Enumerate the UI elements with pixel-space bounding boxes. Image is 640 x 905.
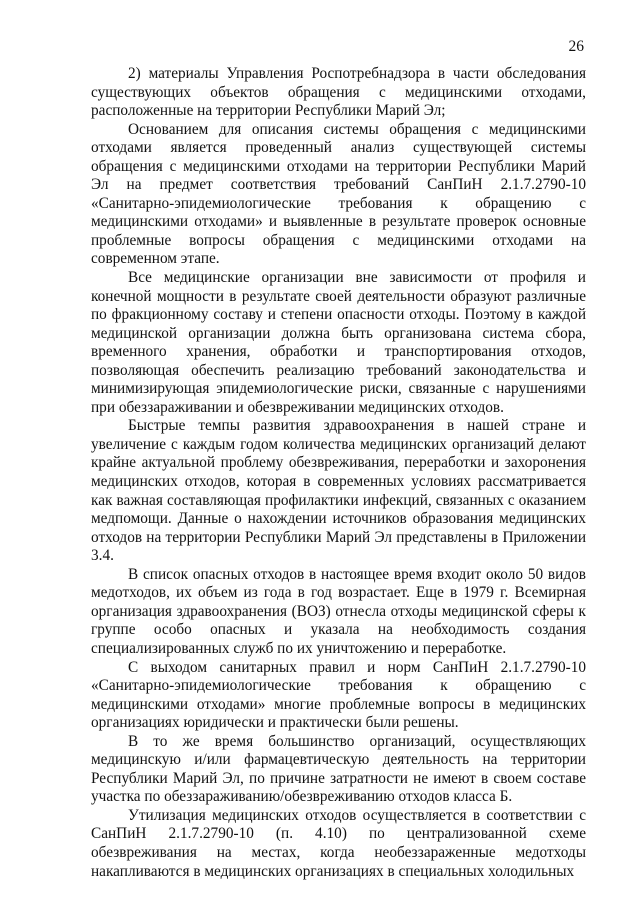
paragraph: Основанием для описания системы обращения с медицинскими отходами является проведенный анализ существующей системы обращения с медицинскими отходами на территории Республики Марий Эл на предмет соответствия требований СанПиН 2.1.7.2790-10 «Санитарно-эпидемиологические требования к обращению с медицинскими отходами» и выявленные в результате проверок основные проблемные вопросы обращения с медицинскими отходами на современном этапе. [91, 120, 586, 268]
paragraph: В список опасных отходов в настоящее время входит около 50 видов медотходов, их объем из года в год возрастает. Еще в 1979 г. Всемирная организация здравоохранения (ВОЗ) отнесла отходы медицинской сферы к группе особо опасных и указала на необходимость создания специализированных служб по их уничтожению и переработке. [91, 565, 586, 657]
paragraph: В то же время большинство организаций, осуществляющих медицинскую и/или фармацевтическую деятельность на территории Республики Марий Эл, по причине затратности не имеют в своем составе участка по обеззараживанию/обезвреживанию отходов класса Б. [91, 732, 586, 806]
paragraph: Утилизация медицинских отходов осуществляется в соответствии с СанПиН 2.1.7.2790-10 (п. 4.10) по централизованной схеме обезвреживания на местах, когда необеззараженные медотходы накапливаются в медицинских организациях в специальных холодильных [91, 806, 586, 880]
page-number: 26 [568, 38, 584, 55]
paragraph: Все медицинские организации вне зависимости от профиля и конечной мощности в результате своей деятельности образуют различные по фракционному составу и степени опасности отходы. Поэтому в каждой медицинской организации должна быть организована система сбора, временного хранения, обработки и транспортирования отходов, позволяющая обеспечить реализацию требований законодательства и минимизирующая эпидемиологические риски, связанные с нарушениями при обеззараживании и обезвреживании медицинских отходов. [91, 269, 586, 416]
paragraph: 2) материалы Управления Роспотребнадзора в части обследования существующих объектов обращения с медицинскими отходами, расположенные на территории Республики Марий Эл; [91, 65, 586, 120]
paragraph: Быстрые темпы развития здравоохранения в нашей стране и увеличение с каждым годом количества медицинских организаций делают крайне актуальной проблему обезвреживания, переработки и захоронения медицинских отходов, которая в современных условиях рассматривается как важная составляющая профилактики инфекций, связанных с оказанием медпомощи. Данные о нахождении источников образования медицинских отходов на территории Республики Марий Эл представлены в Приложении 3.4. [91, 417, 586, 565]
body-text [91, 65, 586, 881]
paragraph: С выходом санитарных правил и норм СанПиН 2.1.7.2790-10 «Санитарно-эпидемиологические требования к обращению с медицинскими отходами» многие проблемные вопросы в медицинских организациях юридически и практически были решены. [91, 658, 586, 732]
